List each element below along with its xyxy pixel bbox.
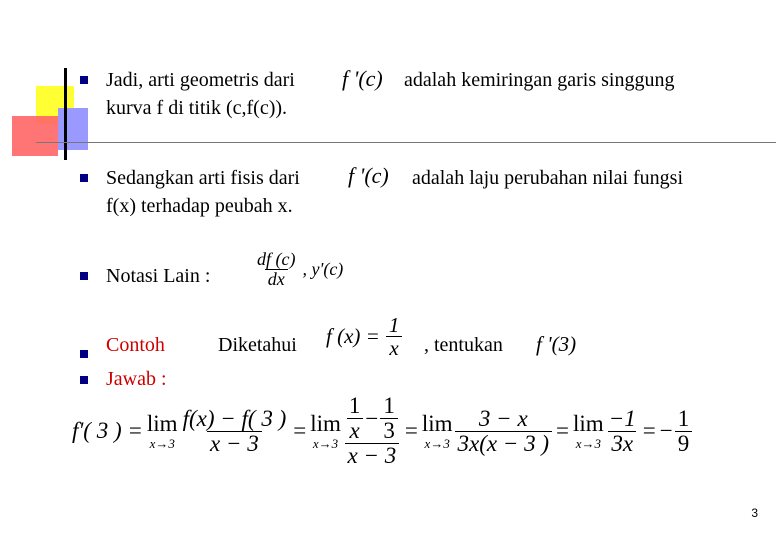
deco-horizontal-line — [36, 142, 776, 143]
example-frac-num: 1 — [388, 313, 400, 337]
limit-3 — [422, 412, 453, 450]
bullet-marker — [80, 174, 88, 182]
eq-sign: = — [642, 418, 656, 444]
term-3-den: 3x(x − 3 ) — [455, 431, 553, 456]
example-target: f '(3) — [536, 332, 577, 356]
limit-4 — [573, 412, 604, 450]
bullet-1-text-after: adalah kemiringan garis singgung — [404, 69, 675, 91]
term-1-fraction — [180, 407, 290, 456]
bullet-marker — [80, 350, 88, 358]
lim-text: lim — [573, 411, 604, 437]
notation-denominator: dx — [265, 269, 288, 289]
limit-2 — [310, 412, 341, 450]
eq-sign: = — [556, 418, 570, 444]
eq-sign: = — [293, 418, 307, 444]
lim-text: lim — [310, 411, 341, 437]
inner-b-den: 3 — [380, 418, 398, 443]
bullet-1-text: Jadi, arti geometris dari — [106, 69, 295, 91]
term-2-fraction — [343, 394, 401, 468]
bullet-2-text: Sedangkan arti fisis dari — [106, 167, 300, 189]
term-2-inner-b — [380, 394, 398, 443]
example-diketahui: Diketahui — [218, 334, 297, 356]
inner-minus: − — [365, 405, 379, 431]
lim-text: lim — [146, 411, 178, 437]
result-den: 9 — [675, 431, 693, 456]
term-2-num — [343, 394, 401, 443]
inner-b-num: 1 — [383, 393, 395, 418]
example-tentukan: , tentukan — [424, 334, 503, 356]
term-2-den: x − 3 — [345, 443, 400, 468]
notation-fraction — [254, 250, 298, 289]
term-4-fraction — [606, 407, 639, 456]
bullet-1-math: f '(c) — [342, 66, 383, 91]
bullet-marker — [80, 272, 88, 280]
example-label: Contoh — [106, 334, 165, 356]
term-3-num: 3 − x — [478, 405, 528, 431]
term-1-num: f(x) − f( 3 ) — [182, 405, 287, 431]
eq-sign: = — [404, 418, 418, 444]
limit-1 — [147, 412, 178, 450]
inner-a-den: x — [347, 418, 363, 443]
deco-blue-square — [58, 108, 88, 150]
bullet-2-text-after: adalah laju perubahan nilai fungsi — [412, 167, 684, 189]
page-number: 3 — [751, 506, 758, 520]
result-fraction — [675, 407, 693, 456]
term-4-num: −1 — [608, 405, 636, 431]
example-fraction — [386, 314, 403, 359]
example-fx: f (x) = — [326, 324, 380, 349]
bullet-marker — [80, 76, 88, 84]
example-function — [326, 314, 402, 359]
bullet-2-math: f '(c) — [348, 163, 389, 188]
notation-math — [254, 250, 343, 289]
term-1-den: x − 3 — [207, 431, 262, 456]
lim-sub: x→3 — [424, 436, 450, 452]
lim-sub: x→3 — [575, 436, 601, 452]
lim-sub: x→3 — [149, 436, 175, 452]
notation-after: , y'(c) — [302, 258, 344, 279]
deco-vertical-line — [64, 68, 67, 160]
example-frac-den: x — [386, 336, 401, 359]
lim-sub: x→3 — [312, 436, 339, 452]
derivative-equation — [72, 394, 692, 468]
eq-lhs: f'( 3 ) = — [72, 418, 143, 444]
bullet-2-line2: f(x) terhadap peubah x. — [106, 195, 293, 217]
bullet-marker — [80, 376, 88, 384]
result-num: 1 — [677, 405, 690, 431]
answer-label: Jawab : — [106, 368, 167, 390]
bullet-1-line2: kurva f di titik (c,f(c)). — [106, 97, 288, 119]
term-2-inner-a — [346, 394, 364, 443]
term-4-den: 3x — [608, 431, 636, 456]
result-negative: − — [659, 418, 673, 444]
bullet-3-text: Notasi Lain : — [106, 265, 211, 287]
term-3-fraction — [455, 407, 553, 456]
notation-numerator: df (c) — [257, 249, 296, 269]
deco-pink-square — [12, 116, 58, 156]
inner-a-num: 1 — [348, 393, 361, 418]
lim-text: lim — [421, 411, 453, 437]
